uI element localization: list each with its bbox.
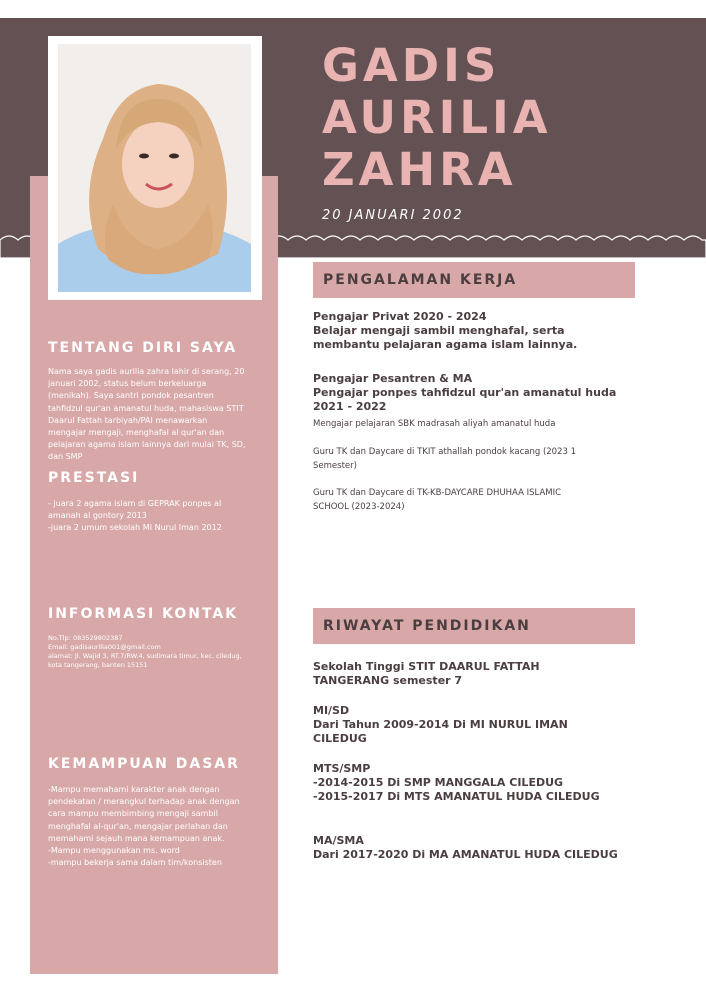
edu-line: MA/SMA [313,834,364,847]
achievement-line: -juara 2 umum sekolah MI Nurul Iman 2012 [48,523,222,533]
contact-phone: No.Tlp: 083529802387 [48,634,123,642]
job-sbk [313,417,643,431]
job-line: Semester) [313,461,357,471]
about-line: Nama saya gadis aurilia zahra lahir di serang, 20 [48,367,245,376]
about-line: dan SMP [48,452,83,462]
achievements-title: PRESTASI [48,470,140,486]
contact-title: INFORMASI KONTAK [48,606,239,622]
job-line: Pengajar ponpes tahfidzul qur'an amanatul huda [313,386,617,399]
edu-line: Dari 2017-2020 Di MA AMANATUL HUDA CILEDUG [313,848,618,861]
skill-line: memahami sejauh mana kemampuan anak. [48,833,225,843]
job-line: Guru TK dan Daycare di TK-KB-DAYCARE DHUHAA ISLAMIC [313,488,562,498]
edu-mts [313,762,643,804]
job-dhuhaa [313,486,643,514]
about-line: tahfidzul qur'an amanatul huda, mahasiswa STIT [48,403,244,413]
profile-photo [58,44,251,292]
edu-ma [313,834,643,862]
skill-line: pendekatan / merangkul terhadap anak dengan [48,797,240,807]
edu-college [313,660,643,688]
job-line: Mengajar pelajaran SBK madrasah aliyah amanatul huda [313,419,556,429]
edu-line: -2014-2015 Di SMP MANGGALA CILEDUG [313,776,564,789]
skill-line: -Mampu memahami karakter anak dengan [48,785,220,794]
achievement-line: amanah al gontory 2013 [48,511,147,521]
edu-line: TANGERANG semester 7 [313,674,463,687]
education-heading-box [313,608,635,644]
about-text [48,366,264,464]
achievements-text [48,498,264,535]
edu-line: MTS/SMP [313,762,371,775]
skill-line: menghafal al-qur'an, mengajar perlahan dan [48,821,228,831]
job-line: Pengajar Privat 2020 - 2024 [313,310,487,323]
edu-line: CILEDUG [313,732,367,745]
job-line: Pengajar Pesantren & MA [313,372,473,385]
contact-address: alamat: Jl. Wajid 3, RT.7/RW.4, sudimara timur, kec. ciledug, [48,652,242,660]
contact-email: Email: gadisaurilia001@gmail.com [48,643,161,651]
edu-line: Dari Tahun 2009-2014 Di MI NURUL IMAN [313,718,568,731]
experience-heading-box [313,262,635,298]
job-line: Guru TK dan Daycare di TKIT athallah pondok kacang (2023 1 [313,447,577,457]
edu-line: Sekolah Tinggi STIT DAARUL FATTAH [313,660,540,673]
job-pesantren [313,372,643,414]
job-tkit [313,445,643,473]
about-line: Daarul Fattah tarbiyah/PAI menawarkan [48,415,208,425]
job-line: 2021 - 2022 [313,400,387,413]
about-title: TENTANG DIRI SAYA [48,340,238,356]
edu-line: -2015-2017 Di MTS AMANATUL HUDA CILEDUG [313,790,600,803]
about-line: mengajar mengaji, menghafal al qur'an dan [48,428,225,438]
job-line: SCHOOL (2023-2024) [313,502,405,512]
education-title: RIWAYAT PENDIDIKAN [323,618,531,634]
achievement-line: - juara 2 agama islam di GEPRAK ponpes al [48,499,222,508]
full-name [322,40,552,196]
name-line-3: ZAHRA [322,143,517,196]
about-line: pelajaran agama islam lainnya dari mulai TK, SD, [48,440,246,450]
birth-date: 20 JANUARI 2002 [322,208,464,223]
skills-title: KEMAMPUAN DASAR [48,756,240,772]
name-line-2: AURILIA [322,91,552,144]
name-line-1: GADIS [322,39,501,92]
job-line: Belajar mengaji sambil menghafal, serta [313,324,565,337]
about-line: (menikah). Saya santri pondok pesantren [48,391,214,401]
skills-text [48,784,264,869]
skill-line: cara mampu membimbing mengaji sambil [48,809,218,819]
profile-photo-frame [48,36,262,300]
contact-address: kota tangerang, banten 15151 [48,661,148,669]
skill-line: -Mampu menggunakan ms. word [48,846,180,856]
edu-line: MI/SD [313,704,350,717]
edu-mi [313,704,643,746]
job-line: membantu pelajaran agama islam lainnya. [313,338,578,351]
about-line: januari 2002, status belum berkeluarga [48,379,207,389]
skill-line: -mampu bekerja sama dalam tim/konsisten [48,858,222,868]
job-privat [313,310,643,352]
experience-title: PENGALAMAN KERJA [323,272,518,288]
contact-text [48,634,264,670]
